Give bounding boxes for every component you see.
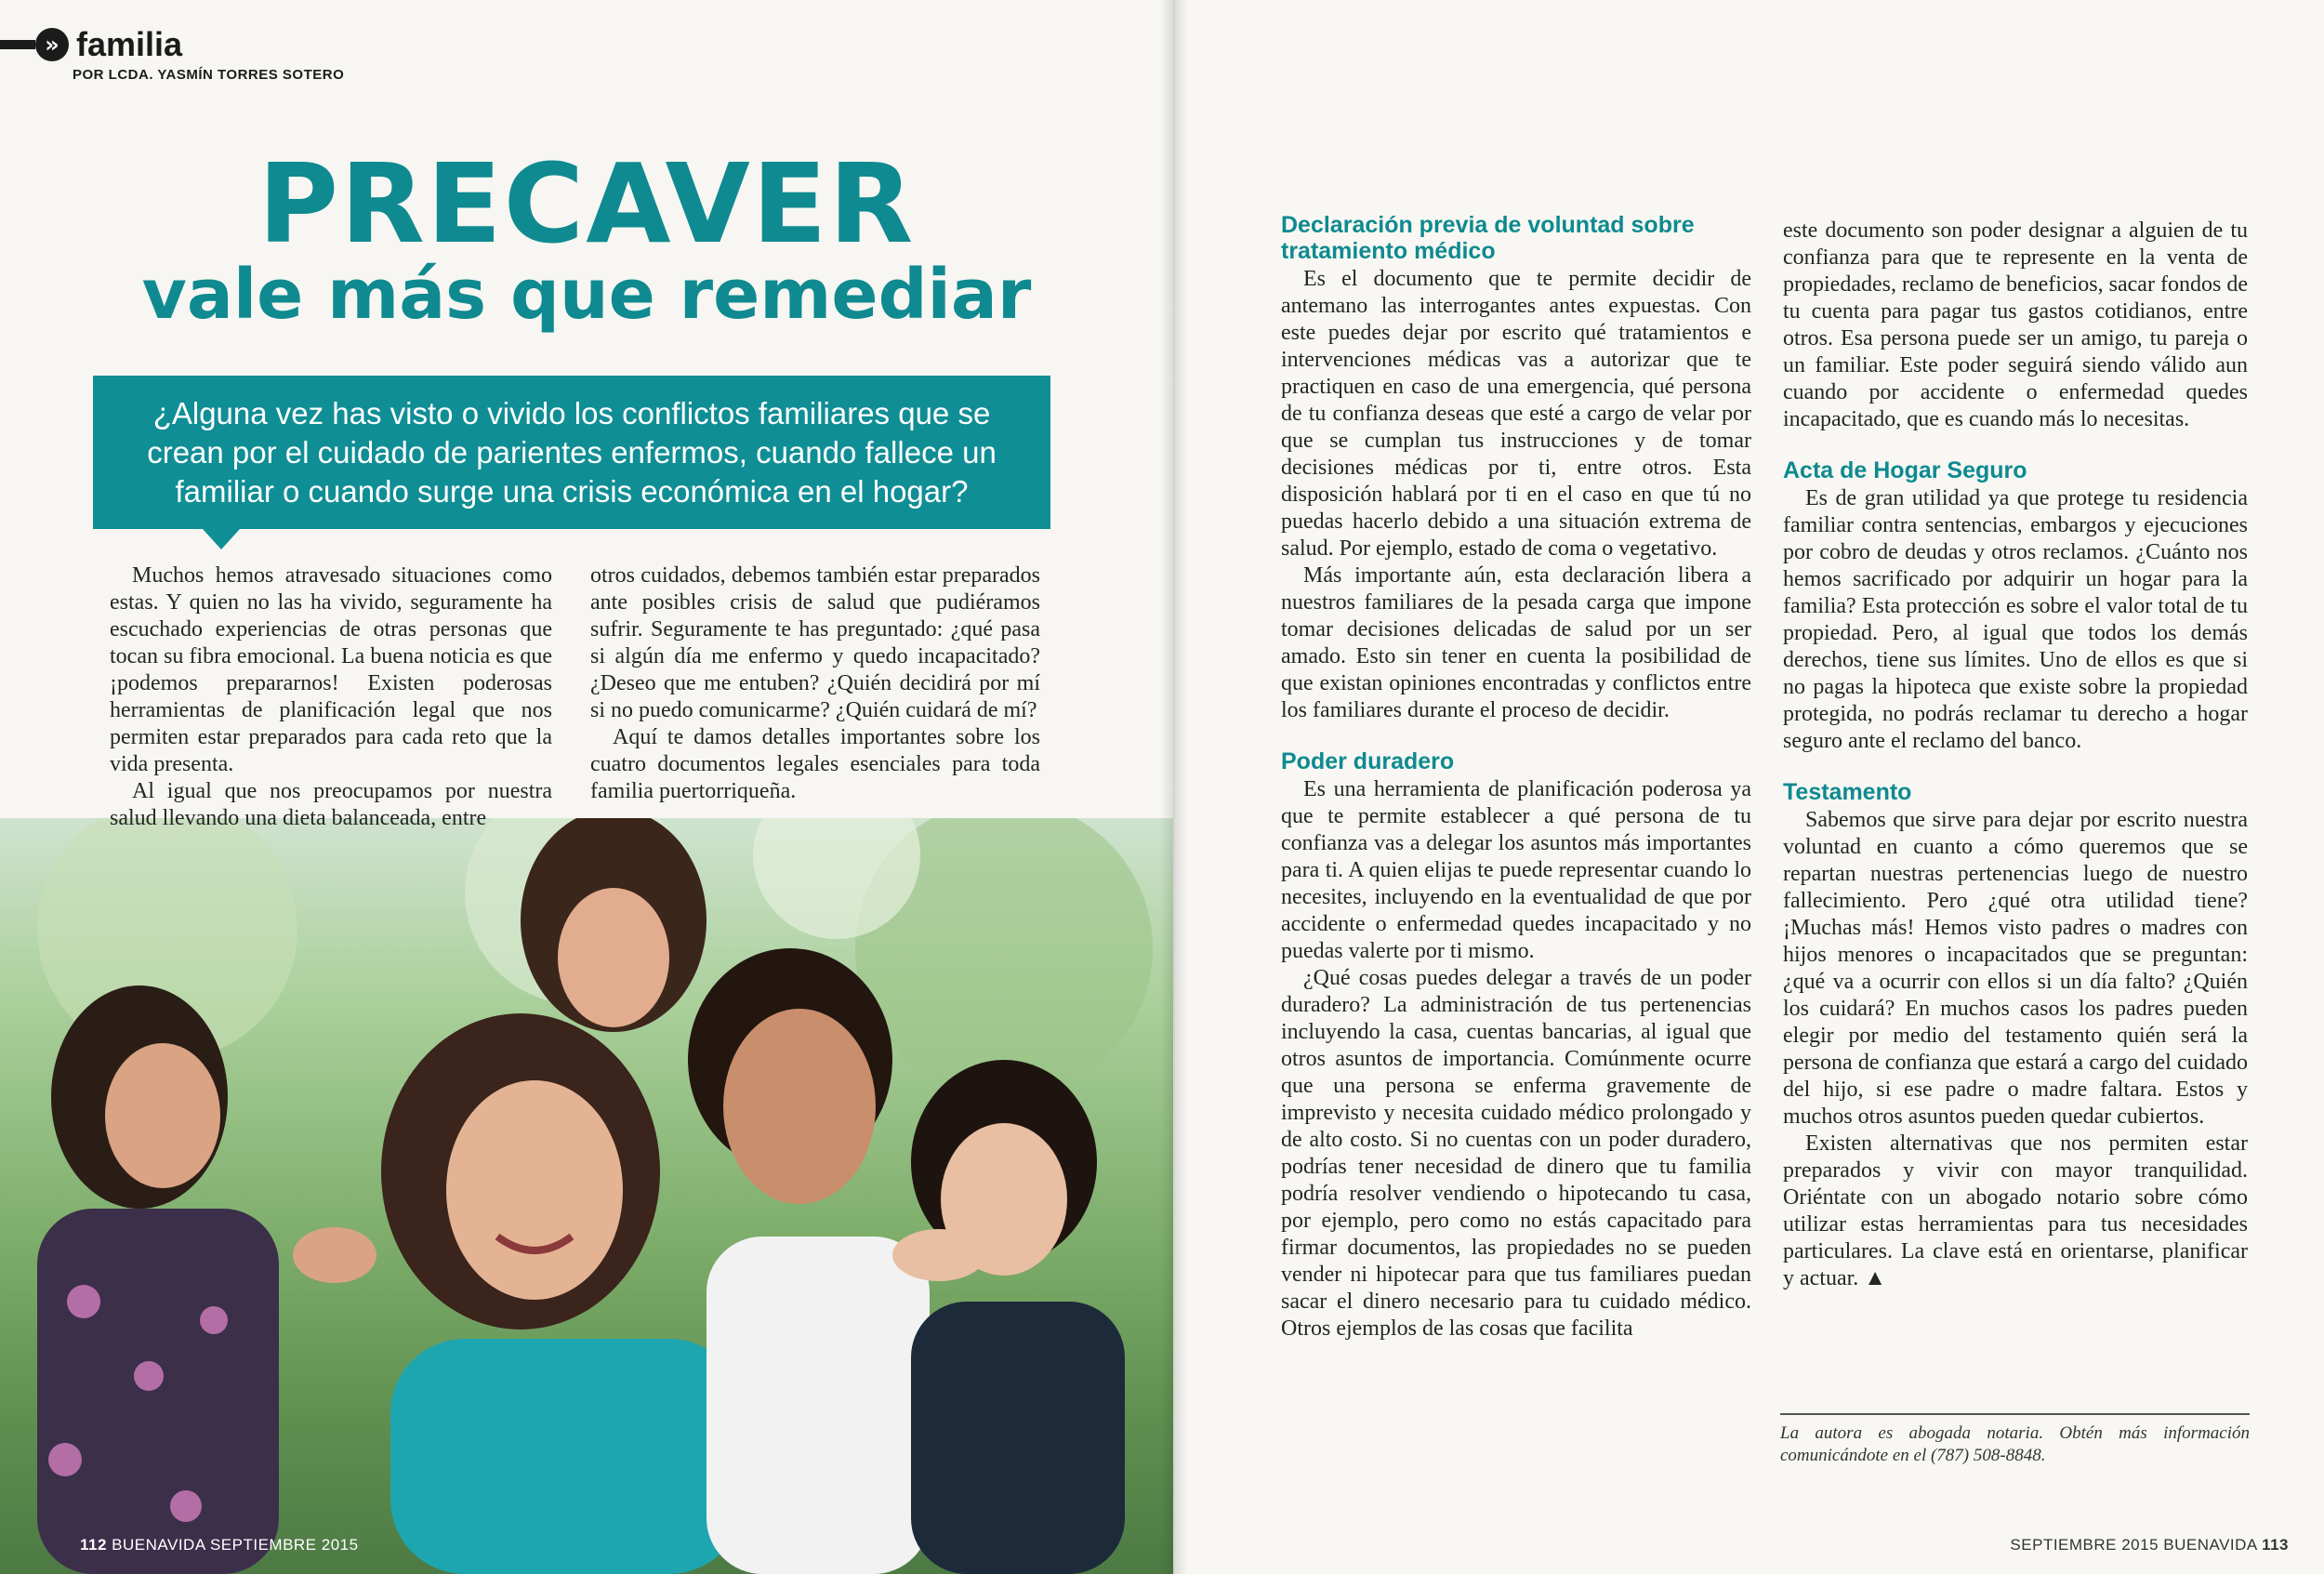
callout-pointer — [203, 529, 240, 549]
paragraph: otros cuidados, debemos también estar preparados ante posibles crisis de salud que pudiéramos sufrir. Seguramente te has preguntado: ¿qué pasa si algún día me enfermo y quedo incapacitado? ¿Deseo que me entuben? ¿Quién decidirá por mí si no puedo comunicarme? ¿Quién cuidará de mí? — [590, 563, 1040, 722]
left-column-2 — [590, 562, 1040, 805]
article-subtitle: vale más que remediar — [141, 255, 1032, 335]
paragraph: este documento son poder designar a alguien de tu confianza para que te represente en la venta de propiedades, reclamo de beneficios, sacar fondos de tu cuenta para pagar tus gastos cotidianos, entre otros. Esa persona puede ser un amigo, tu pareja o un familiar. Este poder seguirá siendo válido aun cuando por accidente o enfermedad quedes incapacitado, que es cuando más lo necesitas. — [1783, 218, 2248, 431]
header-bar — [0, 40, 35, 49]
family-photo-illustration — [0, 818, 1173, 1574]
right-folio — [2010, 1536, 2289, 1554]
section-heading-declaracion: Declaración previa de voluntad sobre tratamiento médico — [1281, 212, 1695, 264]
section-heading-hogar-seguro: Acta de Hogar Seguro — [1783, 457, 2027, 483]
left-page-number: 112 — [80, 1536, 107, 1554]
note-divider — [1780, 1413, 2250, 1415]
paragraph: Aquí te damos detalles importantes sobre los cuatro documentos legales esenciales para toda familia puertorriqueña. — [590, 725, 1040, 803]
article-title: PRECAVER — [257, 139, 916, 268]
left-column-1 — [110, 562, 552, 832]
spine-shadow — [1160, 0, 1188, 1574]
section-heading-testamento: Testamento — [1783, 779, 1912, 805]
section-label: familia — [76, 25, 183, 63]
family-photo — [0, 818, 1173, 1574]
paragraph: Existen alternativas que nos permiten estar preparados y vivir con mayor tranquilidad. Oriéntate con un abogado notario sobre cómo utilizar estas herramientas para tus necesidades particulares. La clave está en orientarse, planificar y actuar. ▲ — [1783, 1131, 2248, 1290]
paragraph: Es de gran utilidad ya que protege tu residencia familiar contra sentencias, embargos y ejecuciones por cobro de deudas y otros reclamos. ¿Cuánto nos hemos sacrificado por adquirir un hogar para la familia? Esta protección es sobre el valor total de tu propiedad. Pero, al igual que todos los demás derechos, tiene sus límites. Uno de ellos es que si no pagas la hipoteca que existe sobre la propiedad protegida, no podrás reclamar tu derecho a hogar seguro ante el reclamo del banco. — [1783, 486, 2248, 753]
paragraph: Muchos hemos atravesado situaciones como estas. Y quien no las ha vivido, seguramente ha escuchado experiencias de otras personas que tocan su fibra emocional. La buena noticia es que ¡podemos prepararnos! Existen poderosas herramientas de planificación legal que nos permiten estar preparados para cada reto que la vida presenta. — [110, 563, 552, 776]
author-note: La autora es abogada notaria. Obtén más información comunicándote en el (787) 508-8848. — [1780, 1423, 2250, 1465]
paragraph: Sabemos que sirve para dejar por escrito nuestra voluntad en cuanto a cómo queremos que se repartan nuestras pertenencias luego de nuestro fallecimiento. Pero ¿qué otra utilidad tiene? ¡Muchas más! Hemos visto padres o madres con hijos menores o incapacitados que se preguntan: ¿qué va a ocurrir con ellos si un día falto? ¿Quién los cuidará? En muchos casos los padres pueden elegir por medio del testamento quién será la persona de confianza que estará a cargo del cuidado del hijo, si ese padre o madre faltara. Estos y muchos otros asuntos pueden quedar cubiertos. — [1783, 808, 2248, 1129]
section-heading-poder-duradero: Poder duradero — [1281, 748, 1455, 774]
right-folio-text: SEPTIEMBRE 2015 BUENAVIDA — [2010, 1536, 2257, 1554]
paragraph: Es el documento que te permite decidir de antemano las interrogantes antes expuestas. Con este puedes dejar por escrito qué tratamientos e intervenciones médicas vas a autorizar que te practiquen en caso de una emergencia, qué persona de tu confianza deseas que esté a cargo de velar por que se cumplan tus instrucciones y de tomar decisiones médicas por ti, entre otros. Esta disposición hablará por ti en el caso en que tú no puedas hacerlo debido a una situación extrema de salud. Por ejemplo, estado de coma o vegetativo. — [1281, 267, 1751, 561]
right-column-2 — [1783, 218, 2248, 1292]
paragraph: ¿Qué cosas puedes delegar a través de un poder duradero? La administración de tus pertenencias incluyendo la casa, cuentas bancarias, al igual que otros asuntos de importancia. Comúnmente ocurre que una persona se enferma gravemente de imprevisto y necesita cuidado médico prolongado y de alto costo. Si no cuentas con un poder duradero, podrías tener necesidad de dinero que tu familia podría resolver vendiendo o hipotecando tu casa, por ejemplo, pero como no estás capacitado para firmar documentos, las propiedades no se pueden vender ni hipotecar para que tus familiares puedan sacar el dinero necesario para tu cuidado médico. Otros ejemplos de las cosas que facilita — [1281, 966, 1751, 1341]
left-folio-text: BUENAVIDA SEPTIEMBRE 2015 — [112, 1536, 359, 1554]
right-column-1 — [1281, 212, 1751, 1343]
left-folio — [80, 1536, 359, 1554]
byline: POR LCDA. YASMÍN TORRES SOTERO — [73, 67, 345, 83]
right-page-number: 113 — [2262, 1536, 2289, 1554]
paragraph: Más importante aún, esta declaración libera a nuestros familiares de la pesada carga que impone tomar decisiones delicadas de salud por un ser amado. Esto sin tener en cuenta la posibilidad de que existan opiniones encontradas y conflictos entre los familiares durante el proceso de decidir. — [1281, 563, 1751, 722]
intro-callout — [93, 376, 1050, 529]
chevron-double-icon: » — [35, 28, 69, 61]
callout-text: ¿Alguna vez has visto o vivido los conflictos familiares que se crean por el cuidado de parientes enfermos, cuando fallece un familiar o cuando surge una crisis económica en el hogar? — [147, 395, 997, 509]
paragraph: Al igual que nos preocupamos por nuestra salud llevando una dieta balanceada, entre — [110, 779, 552, 830]
section-header — [0, 26, 182, 63]
paragraph: Es una herramienta de planificación poderosa ya que te permite establecer a qué persona de tu confianza vas a delegar los asuntos más importantes para ti. A quien elijas te puede representar cuando lo necesites, incluyendo en la eventualidad de que por accidente o enfermedad quedes incapacitado y no puedas valerte por ti mismo. — [1281, 777, 1751, 963]
